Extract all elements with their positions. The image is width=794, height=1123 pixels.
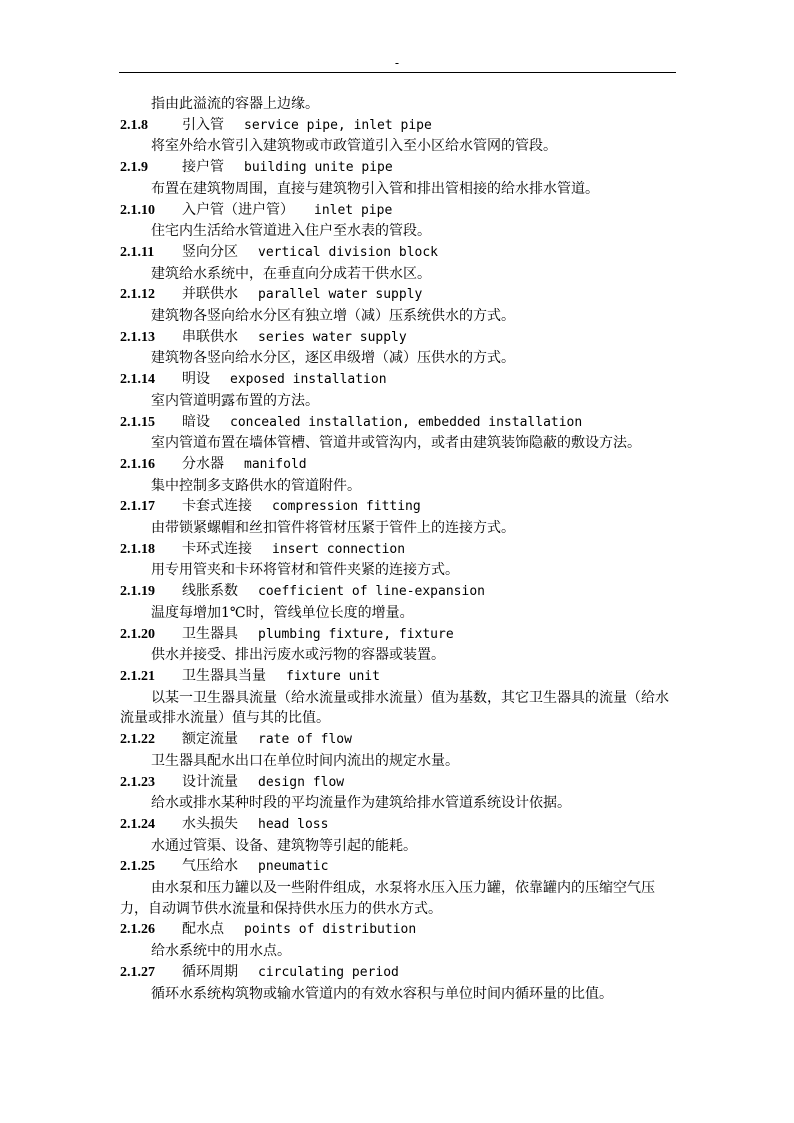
term-english: building unite pipe [244, 160, 393, 176]
term-english: compression fitting [272, 499, 421, 515]
term-chinese: 额定流量 [182, 731, 238, 748]
term-definition: 循环水系统构筑物或输水管道内的有效水容积与单位时间内循环量的比值。 [151, 985, 613, 1002]
intro-line: 指由此溢流的容器上边缘。 [151, 96, 319, 112]
term-english: service pipe, inlet pipe [244, 117, 432, 133]
glossary-entry [120, 919, 676, 961]
term-english: concealed installation, embedded installation [230, 414, 583, 430]
glossary-entry [120, 962, 676, 1004]
term-line [120, 772, 676, 794]
term-line [120, 962, 676, 984]
glossary-entry [120, 327, 676, 369]
term-number: 2.1.21 [120, 668, 155, 684]
term-definition: 以某一卫生器具流量（给水流量或排水流量）值为基数，其它卫生器具的流量（给水流量或排水流量）值与其的比值。 [120, 689, 669, 727]
term-chinese: 循环周期 [182, 963, 238, 980]
term-definition: 给水或排水某种时段的平均流量作为建筑给排水管道系统设计依据。 [151, 795, 571, 812]
term-line [120, 157, 676, 179]
term-chinese: 入户管（进户管） [182, 201, 294, 218]
term-line [120, 369, 676, 391]
term-chinese: 卡环式连接 [182, 540, 252, 557]
term-chinese: 引入管 [182, 116, 224, 133]
term-number: 2.1.27 [120, 964, 155, 980]
glossary-entry [120, 772, 676, 814]
term-number: 2.1.18 [120, 541, 155, 557]
term-english: pneumatic [258, 859, 329, 875]
term-definition: 供水并接受、排出污废水或污物的容器或装置。 [151, 647, 445, 664]
glossary-entry [120, 200, 676, 242]
term-definition: 建筑给水系统中，在垂直向分成若干供水区。 [151, 265, 431, 282]
glossary-entry [120, 369, 676, 411]
term-line [120, 327, 676, 349]
term-chinese: 接户管 [182, 159, 224, 176]
term-line [120, 242, 676, 264]
term-number: 2.1.25 [120, 859, 155, 875]
glossary-entry [120, 624, 676, 666]
term-definition: 由带锁紧螺帽和丝扣管件将管材压紧于管件上的连接方式。 [151, 520, 515, 537]
glossary-entry [120, 412, 676, 454]
term-number: 2.1.15 [120, 414, 155, 430]
term-english: parallel water supply [258, 287, 423, 303]
glossary-entry [120, 539, 676, 581]
term-english: head loss [258, 816, 329, 832]
glossary-entry [120, 581, 676, 623]
term-line [120, 919, 676, 941]
glossary-entry [120, 496, 676, 538]
term-chinese: 竖向分区 [182, 243, 238, 260]
glossary-entry [120, 666, 676, 729]
term-definition: 用专用管夹和卡环将管材和管件夹紧的连接方式。 [151, 562, 459, 579]
term-line [120, 729, 676, 751]
glossary-entry [120, 284, 676, 326]
term-number: 2.1.22 [120, 732, 155, 748]
term-definition: 温度每增加1℃时，管线单位长度的增量。 [151, 604, 414, 621]
term-number: 2.1.17 [120, 499, 155, 515]
term-number: 2.1.10 [120, 202, 155, 218]
header-mark: - [393, 56, 401, 70]
term-number: 2.1.16 [120, 456, 155, 472]
term-number: 2.1.12 [120, 287, 155, 303]
term-chinese: 卫生器具 [182, 625, 238, 642]
term-english: points of distribution [244, 922, 417, 938]
term-definition: 室内管道布置在墙体管槽、管道井或管沟内，或者由建筑装饰隐蔽的敷设方法。 [151, 435, 641, 452]
term-number: 2.1.26 [120, 922, 155, 938]
term-english: circulating period [258, 964, 399, 980]
term-chinese: 水头损失 [182, 815, 238, 832]
term-definition: 集中控制多支路供水的管道附件。 [151, 477, 361, 494]
term-number: 2.1.9 [120, 160, 148, 176]
glossary-entry [120, 242, 676, 284]
term-english: design flow [258, 774, 345, 790]
term-chinese: 串联供水 [182, 328, 238, 345]
term-definition: 给水系统中的用水点。 [151, 943, 291, 960]
term-line [120, 412, 676, 434]
term-chinese: 设计流量 [182, 773, 238, 790]
term-definition: 将室外给水管引入建筑物或市政管道引入至小区给水管网的管段。 [151, 138, 557, 155]
term-line [120, 624, 676, 646]
glossary-entry [120, 157, 676, 199]
term-definition: 住宅内生活给水管道进入住户至水表的管段。 [151, 223, 431, 240]
term-english: manifold [244, 456, 307, 472]
term-english: rate of flow [258, 732, 352, 748]
term-english: vertical division block [258, 244, 439, 260]
term-chinese: 气压给水 [182, 858, 238, 875]
term-line [120, 454, 676, 476]
term-number: 2.1.8 [120, 117, 148, 133]
document-body [120, 94, 676, 1004]
glossary-entry [120, 454, 676, 496]
term-list [120, 115, 676, 1005]
term-chinese: 明设 [182, 371, 210, 388]
term-number: 2.1.13 [120, 329, 155, 345]
term-chinese: 并联供水 [182, 286, 238, 303]
glossary-entry [120, 115, 676, 157]
term-number: 2.1.14 [120, 372, 155, 388]
term-chinese: 卡套式连接 [182, 498, 252, 515]
term-english: plumbing fixture, fixture [258, 626, 454, 642]
term-chinese: 线胀系数 [182, 583, 238, 600]
term-definition: 室内管道明露布置的方法。 [151, 392, 319, 409]
term-number: 2.1.20 [120, 626, 155, 642]
term-definition: 卫生器具配水出口在单位时间内流出的规定水量。 [151, 752, 459, 769]
glossary-entry [120, 856, 676, 919]
term-definition: 建筑物各竖向给水分区有独立增（减）压系统供水的方式。 [151, 308, 515, 325]
term-english: insert connection [272, 541, 406, 557]
term-chinese: 分水器 [182, 455, 224, 472]
term-number: 2.1.11 [120, 244, 155, 260]
term-english: series water supply [258, 329, 407, 345]
term-line [120, 496, 676, 518]
term-definition: 建筑物各竖向给水分区，逐区串级增（减）压供水的方式。 [151, 350, 515, 367]
term-line [120, 666, 676, 688]
header-rule [119, 72, 676, 73]
glossary-entry [120, 729, 676, 771]
term-number: 2.1.23 [120, 774, 155, 790]
term-english: fixture unit [286, 668, 380, 684]
term-number: 2.1.24 [120, 816, 155, 832]
term-english: inlet pipe [314, 202, 393, 218]
term-english: coefficient of line-expansion [258, 584, 485, 600]
term-definition: 水通过管渠、设备、建筑物等引起的能耗。 [151, 837, 417, 854]
term-line [120, 200, 676, 222]
term-line [120, 856, 676, 878]
term-line [120, 539, 676, 561]
term-line [120, 284, 676, 306]
term-english: exposed installation [230, 372, 387, 388]
term-definition: 由水泵和压力罐以及一些附件组成，水泵将水压入压力罐，依靠罐内的压缩空气压力，自动调节供水流量和保持供水压力的供水方式。 [120, 880, 655, 917]
term-line [120, 814, 676, 836]
term-chinese: 暗设 [182, 413, 210, 430]
term-chinese: 卫生器具当量 [182, 667, 266, 684]
glossary-entry [120, 814, 676, 856]
term-line [120, 581, 676, 603]
term-chinese: 配水点 [182, 921, 224, 938]
term-definition: 布置在建筑物周围，直接与建筑物引入管和排出管相接的给水排水管道。 [151, 180, 599, 197]
term-line [120, 115, 676, 137]
term-number: 2.1.19 [120, 584, 155, 600]
